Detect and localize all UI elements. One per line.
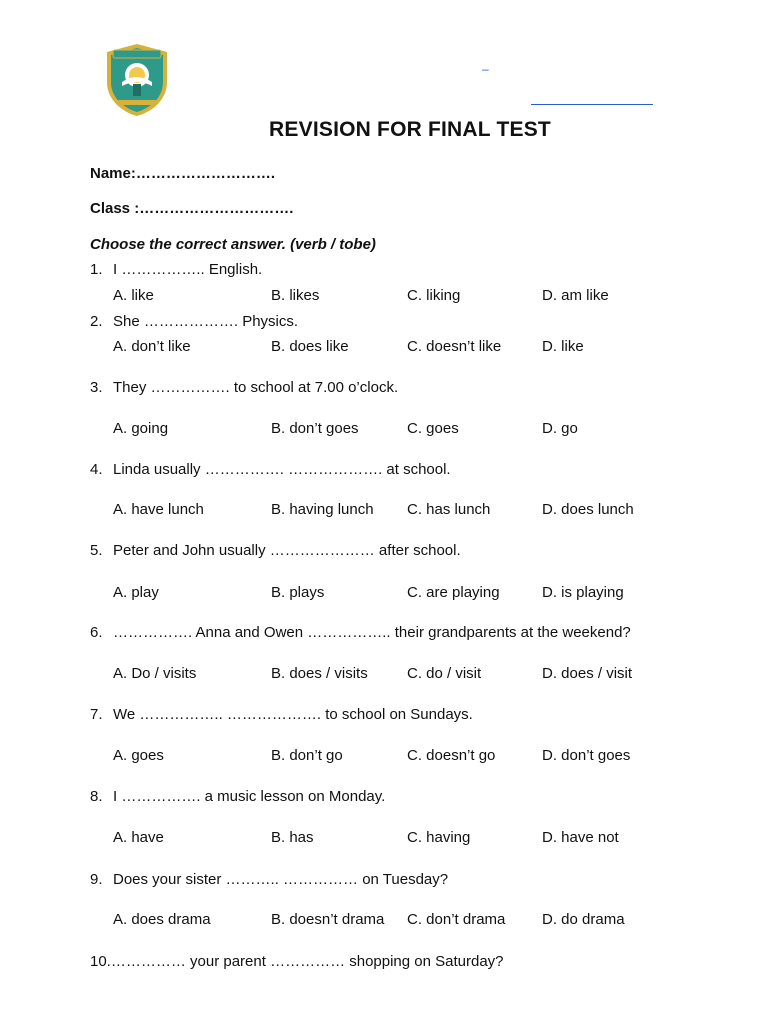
answer-option: B. likes	[271, 287, 320, 304]
answer-option: A. play	[113, 584, 159, 601]
answer-option: C. are playing	[407, 584, 500, 601]
question-number: 8.	[90, 788, 103, 805]
question-number: 9.	[90, 871, 103, 888]
answer-option: B. does like	[271, 338, 349, 355]
question-number: 2.	[90, 313, 103, 330]
question-number: 7.	[90, 706, 103, 723]
answer-option: C. liking	[407, 287, 461, 304]
header-dash: –	[482, 62, 489, 76]
question-text: I ……………. a music lesson on Monday.	[113, 788, 386, 805]
answer-option: C. don’t drama	[407, 911, 506, 928]
answer-option: A. have lunch	[113, 501, 204, 518]
answer-option: A. have	[113, 829, 164, 846]
answer-option: D. like	[542, 338, 584, 355]
answer-option: A. does drama	[113, 911, 211, 928]
answer-option: B. plays	[271, 584, 325, 601]
answer-option: B. don’t go	[271, 747, 343, 764]
answer-option: B. does / visits	[271, 665, 368, 682]
question-text: Linda usually ……………. ………………. at school.	[113, 461, 451, 478]
name-field: Name:……………………….	[90, 165, 276, 182]
answer-option: C. doesn’t go	[407, 747, 496, 764]
answer-option: D. am like	[542, 287, 609, 304]
question-number: 1.	[90, 261, 103, 278]
answer-option: C. having	[407, 829, 471, 846]
answer-option: C. has lunch	[407, 501, 491, 518]
answer-option: B. has	[271, 829, 314, 846]
question-number: 5.	[90, 542, 103, 559]
question-text: She ………………. Physics.	[113, 313, 299, 330]
header-link-underline[interactable]	[531, 104, 653, 105]
answer-option: B. doesn’t drama	[271, 911, 385, 928]
school-logo	[104, 42, 170, 118]
answer-option: A. Do / visits	[113, 665, 197, 682]
question-text: Does your sister ……….. …………… on Tuesday?	[113, 871, 449, 888]
answer-option: D. is playing	[542, 584, 624, 601]
question-text: I …………….. English.	[113, 261, 263, 278]
question-text: 10.…………… your parent …………… shopping on Saturday?	[90, 953, 504, 970]
answer-option: D. does lunch	[542, 501, 634, 518]
answer-option: A. don’t like	[113, 338, 191, 355]
page-title: REVISION FOR FINAL TEST	[269, 118, 551, 141]
answer-option: A. going	[113, 420, 169, 437]
answer-option: D. have not	[542, 829, 619, 846]
answer-option: C. goes	[407, 420, 459, 437]
answer-option: D. do drama	[542, 911, 625, 928]
answer-option: D. don’t goes	[542, 747, 631, 764]
question-text: We …………….. ………………. to school on Sundays.	[113, 706, 473, 723]
question-number: 4.	[90, 461, 103, 478]
answer-option: C. doesn’t like	[407, 338, 502, 355]
question-number: 6.	[90, 624, 103, 641]
answer-option: A. goes	[113, 747, 164, 764]
class-field: Class :………………………….	[90, 200, 294, 217]
question-text: ……………. Anna and Owen …………….. their grandparents at the weekend?	[113, 624, 631, 641]
question-text: They ……………. to school at 7.00 o’clock.	[113, 379, 399, 396]
answer-option: D. does / visit	[542, 665, 633, 682]
answer-option: A. like	[113, 287, 154, 304]
answer-option: C. do / visit	[407, 665, 482, 682]
instruction: Choose the correct answer. (verb / tobe)	[90, 236, 376, 253]
answer-option: D. go	[542, 420, 578, 437]
question-text: Peter and John usually ………………… after school.	[113, 542, 461, 559]
answer-option: B. having lunch	[271, 501, 374, 518]
answer-option: B. don’t goes	[271, 420, 359, 437]
question-number: 3.	[90, 379, 103, 396]
